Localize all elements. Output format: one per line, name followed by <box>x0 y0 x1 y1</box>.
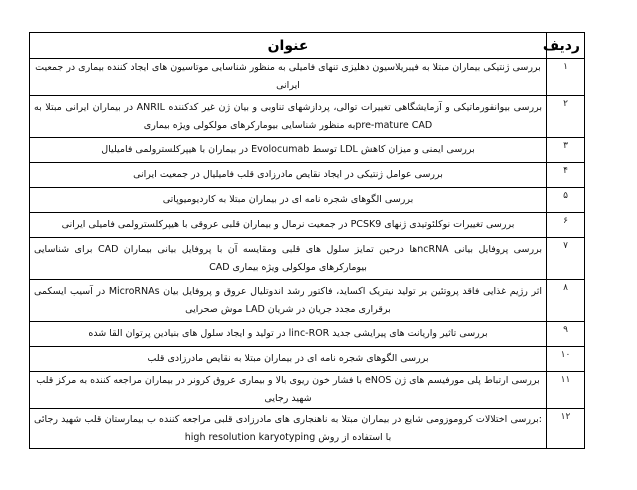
row-title: بررسی ایمنی و میزان کاهش LDL توسط Evolocumab در بیماران با هیپرکلسترولمی فامیلیال <box>30 138 547 163</box>
row-title: بررسی عوامل ژنتیکی در ایجاد نقایص مادرزادی قلب فامیلیال در جمعیت ایرانی <box>30 163 547 188</box>
row-title: بررسی الگوهای شجره نامه ای در بیماران مبتلا به نقایص مادرزادی قلب <box>30 347 547 372</box>
table-header-row <box>30 33 585 59</box>
row-title: بررسی ارتباط پلی مورفیسم های ژن eNOS با فشار خون ریوی بالا و بیماری عروق کرونر در بیماران مراجعه کننده به مرکز قلب شهید رجایی <box>30 372 547 409</box>
row-title: بررسی پروفایل بیانی ncRNAها درحین تمایز سلول های قلبی ومقایسه آن با پروفایل بیانی بیماران CAD برای شناسایی بیومارکرهای مولکولی ویژه بیماری CAD <box>30 238 547 280</box>
row-number: ۷ <box>547 238 585 280</box>
table-row <box>30 280 585 322</box>
row-number: ۶ <box>547 213 585 238</box>
row-title: :بررسی اختلالات کروموزومی شایع در بیماران مبتلا به ناهنجاری های مادرزادی قلبی مراجعه کننده ب بیمارستان قلب شهید رجائی با استفاده از روش high resolution karyotyping <box>30 409 547 449</box>
row-number: ۱۰ <box>547 347 585 372</box>
table-row <box>30 409 585 449</box>
table-row <box>30 372 585 409</box>
row-title: بررسی ژنتیکی بیماران مبتلا به فیبریلاسیون دهلیزی تنهای فامیلی به منظور شناسایی موتاسیون های ایجاد کننده بیماری در جمعیت ایرانی <box>30 59 547 96</box>
row-number: ۱ <box>547 59 585 96</box>
row-number: ۱۲ <box>547 409 585 449</box>
table-row <box>30 96 585 138</box>
row-number: ۵ <box>547 188 585 213</box>
table-row <box>30 238 585 280</box>
table-row <box>30 138 585 163</box>
row-title: بررسی تاثیر واریانت های پیرایشی جدید linc-ROR در تولید و ایجاد سلول های بنیادین پرتوان القا شده <box>30 322 547 347</box>
row-title: بررسی الگوهای شجره نامه ای در بیماران مبتلا به کاردیومیوپاتی <box>30 188 547 213</box>
row-title: اثر رژیم غذایی فاقد پروتئین بر تولید نیتریک اکساید، فاکتور رشد اندوتلیال عروق و پروفایل بیان MicroRNAs در آسیب ایسکمی برقراری مجدد جریان در شریان LAD موش صحرایی <box>30 280 547 322</box>
research-titles-table <box>29 32 585 449</box>
row-title: بررسی تغییرات نوکلئوتیدی ژنهای PCSK9 در جمعیت نرمال و بیماران قلبی عروقی با هیپرکلسترولمی فامیلی ایرانی <box>30 213 547 238</box>
table-row <box>30 188 585 213</box>
header-row-number: ردیف <box>547 33 585 59</box>
row-number: ۲ <box>547 96 585 138</box>
row-number: ۴ <box>547 163 585 188</box>
header-title: عنوان <box>30 33 547 59</box>
row-number: ۱۱ <box>547 372 585 409</box>
row-title: بررسی بیوانفورماتیکی و آزمایشگاهی تغییرات توالی، پردازشهای تناوبی و بیان ژن غیر کدکننده ANRIL در بیماران ایرانی مبتلا به pre-mature CADبه منظور شناسایی بیومارکرهای مولکولی ویژه بیماری <box>30 96 547 138</box>
table-row <box>30 163 585 188</box>
table-row <box>30 322 585 347</box>
row-number: ۸ <box>547 280 585 322</box>
row-number: ۹ <box>547 322 585 347</box>
table-row <box>30 213 585 238</box>
row-number: ۳ <box>547 138 585 163</box>
table-row <box>30 347 585 372</box>
table-row <box>30 59 585 96</box>
